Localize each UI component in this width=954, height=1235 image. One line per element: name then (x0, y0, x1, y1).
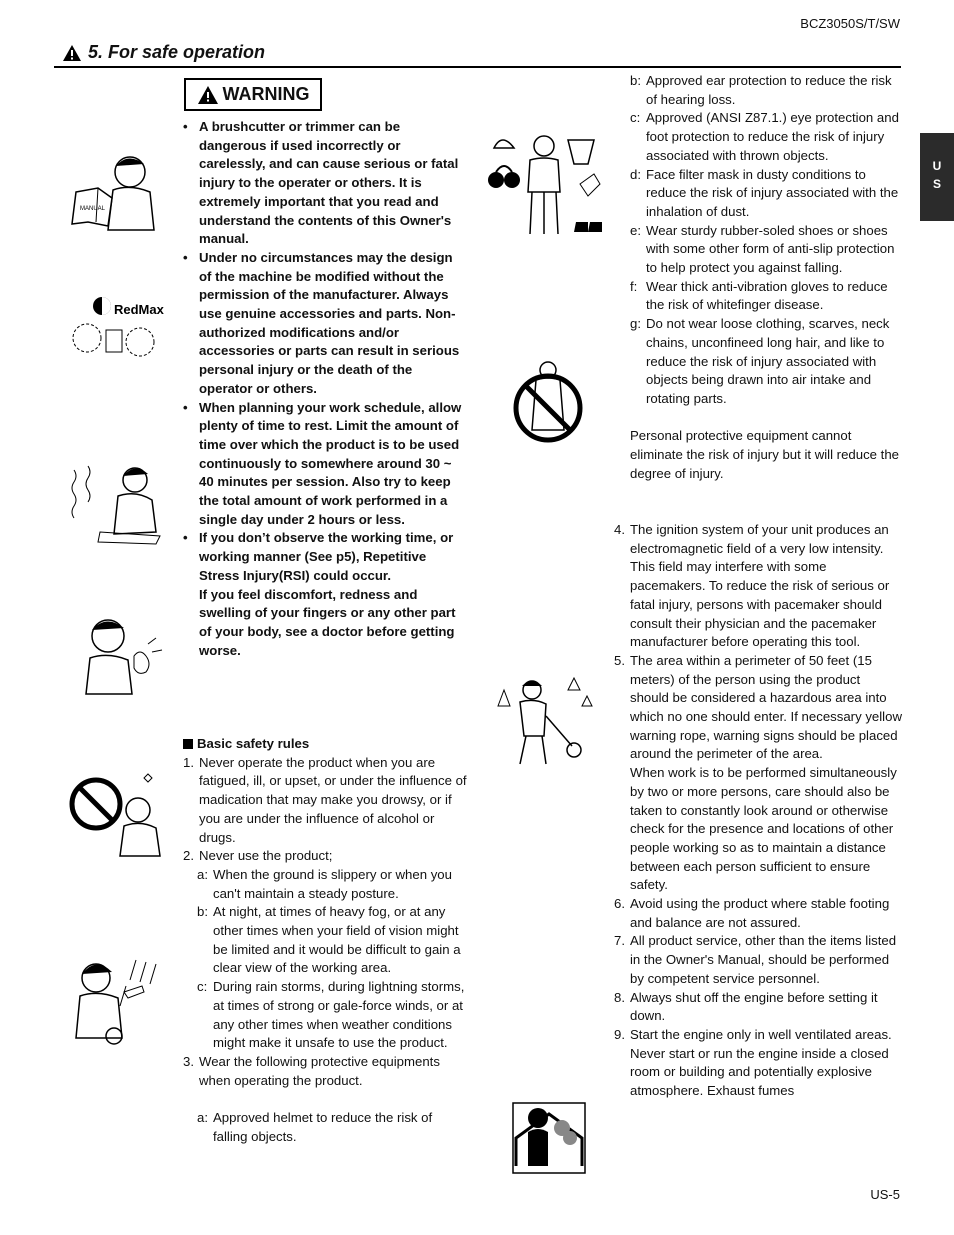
subitem-text: Approved ear protection to reduce the risk of hearing loss. (646, 73, 892, 107)
subitem-text: Approved (ANSI Z87.1.) eye protection and foot protection to reduce the risk of injury associated with thrown objects. (646, 110, 899, 163)
rule-text: Never use the product; (199, 848, 333, 864)
subitem-letter: c: (197, 979, 208, 995)
lang-tab-letter: S (932, 177, 941, 191)
rule-item (614, 1026, 902, 1101)
subitem-text: When the ground is slippery or when you can't maintain a steady posture. (213, 866, 452, 901)
no-impaired-operation-illustration (68, 768, 168, 858)
rule-subitem (197, 1109, 468, 1146)
finger-pain-illustration (76, 612, 166, 697)
language-tab (920, 133, 954, 221)
square-bullet-icon (183, 739, 193, 749)
rule-number: 2. (183, 848, 194, 864)
model-number: BCZ3050S/T/SW (800, 16, 900, 31)
lang-tab-letter: U (932, 159, 942, 173)
warning-box (184, 78, 322, 111)
rule-item (183, 1053, 468, 1090)
subitem-letter: e: (630, 222, 641, 238)
rule-number: 4. (614, 522, 625, 537)
rule-text: Avoid using the product where stable footing and balance are not assured. (630, 896, 890, 930)
rule-number: 8. (614, 989, 625, 1005)
rule-subitem (197, 903, 468, 978)
rule-number: 9. (614, 1026, 625, 1042)
reading-manual-illustration (68, 150, 168, 235)
rule-item (614, 895, 902, 932)
warning-triangle-icon (197, 85, 219, 105)
section-title (62, 42, 265, 63)
rule-text: Always shut off the engine before setting it down. (630, 989, 878, 1024)
subitem-letter: c: (630, 110, 641, 126)
rule-extra-text: When work is to be performed simultaneously by two or more persons, care should also be taken to constantly look around or otherwise check for the presence and locations of other people working so as to maintain a distance between each person sufficient to ensure safety. (630, 765, 897, 893)
rule-number: 6. (614, 896, 625, 912)
subitem-letter: a: (197, 1110, 208, 1126)
manual-book-text: MANUAL (80, 206, 106, 212)
redmax-logo-text: RedMax (114, 302, 164, 317)
subitem-text: Approved helmet to reduce the risk of falling objects. (213, 1110, 433, 1144)
basic-safety-rules (183, 735, 468, 1146)
numbered-rules-right (614, 521, 902, 1101)
no-loose-clothing-illustration (508, 360, 588, 445)
subitem-text: During rain storms, during lightning storms, at times of strong or gale-force winds, or at any other times when weather conditions might make it unsafe to use the product. (213, 979, 465, 1051)
equipment-item (630, 72, 902, 109)
section-divider (54, 66, 901, 68)
rule-item (614, 989, 902, 1026)
ventilation-warning-icon (512, 1102, 586, 1174)
subitem-letter: d: (630, 166, 641, 182)
rule-text: Wear the following protective equipments when operating the product. (199, 1053, 440, 1088)
subitem-letter: g: (630, 316, 641, 332)
subitem-letter: b: (197, 904, 208, 920)
rule-text: The ignition system of your unit produces an electromagnetic field of a very low intensity. This field may interfere with some pacemakers. To reduce the risk of serious or fatal injury, persons with pacemaker should consult their physician and the pacemaker manufacturer before operating this tool. (630, 522, 890, 650)
subitem-text: Face filter mask in dusty conditions to reduce the risk of injury associated with the inhalation of dust. (646, 166, 899, 219)
rule-number: 5. (614, 652, 625, 668)
protective-equipment-list (630, 72, 902, 483)
rule-text: All product service, other than the items listed in the Owner's Manual, should be performed by competent service personnel. (630, 933, 897, 986)
rule-text: The area within a perimeter of 50 feet (15 meters) of the person using the product should be considered a hazardous area into which no one should enter. If necessary yellow warning rope, warning signs should be placed around the perimeter of the area. (630, 652, 902, 762)
rule-text: Never operate the product when you are fatigued, ill, or upset, or under the influence of madication that may make you drowsy, or if you are under the influence of alcohol or drugs. (199, 754, 467, 845)
resting-worker-illustration (70, 462, 165, 547)
rule-number: 1. (183, 754, 194, 770)
warning-bullet: • Under no circumstances may the design of the machine be modified without the permission of the manufacturer. Always use genuine accessories and parts. Non-authorized modifications and/or accessories or parts can result in serious personal injury or the death of the operator or others. (183, 249, 468, 399)
warning-bullet: • A brushcutter or trimmer can be dangerous if used incorrectly or carelessly, and can cause serious or fatal injury to the operater or others. It is extremely important that you read and understand the contents of this Owner's manual. (183, 118, 468, 249)
rule-subitem (197, 866, 468, 903)
warning-bullet: • When planning your work schedule, allow plenty of time to rest. Limit the amount of time over which the product is to be used continuously to somewhere around 30 ~ 40 minutes per session. Also try to keep the total amount of work performed in a single day under 2 hours or less. (183, 399, 468, 530)
hazard-perimeter-illustration (494, 676, 594, 771)
subitem-text: Do not wear loose clothing, scarves, neck chains, unconfineed long hair, and like to reduce the risk of injury associated with objects being drawn into air intake and rotating parts. (646, 316, 890, 406)
basic-rules-heading-text: Basic safety rules (197, 736, 310, 751)
equipment-item (630, 109, 902, 165)
rule-item (183, 754, 468, 848)
rule-item (614, 932, 902, 988)
warning-triangle-icon (62, 44, 82, 62)
page-number: US-5 (870, 1187, 900, 1202)
equipment-item (630, 166, 902, 222)
rule-number: 3. (183, 1053, 194, 1069)
equipment-item (630, 315, 902, 409)
protective-gear-illustration (484, 130, 609, 240)
bad-weather-illustration (66, 956, 166, 1046)
subitem-letter: a: (197, 866, 208, 882)
equipment-item (630, 222, 902, 278)
warning-label: WARNING (222, 84, 310, 104)
rule-item (614, 521, 902, 652)
genuine-parts-illustration (62, 290, 172, 370)
subitem-text: Wear thick anti-vibration gloves to reduce the risk of whitefinger disease. (646, 278, 888, 313)
equipment-item (630, 278, 902, 315)
rule-item (614, 652, 902, 895)
rule-number: 7. (614, 933, 625, 949)
warning-bullets (183, 118, 468, 660)
basic-rules-heading (183, 735, 468, 754)
ppe-note: Personal protective equipment cannot eliminate the risk of injury but it will reduce the degree of injury. (630, 428, 899, 481)
subitem-letter: f: (630, 278, 638, 294)
subitem-text: Wear sturdy rubber-soled shoes or shoes with some other form of anti-slip protection to help protect you against falling. (646, 222, 895, 276)
warning-bullet: • If you don’t observe the working time, or working manner (See p5), Repetitive Stress Injury(RSI) could occur. (183, 529, 468, 585)
section-title-text: 5. For safe operation (88, 42, 266, 62)
subitem-letter: b: (630, 73, 641, 88)
subitem-text: At night, at times of heavy fog, or at any other times when your field of vision might be limited and it would be difficult to gain a clear view of the working area. (213, 904, 461, 976)
warning-bullet-continuation: If you feel discomfort, redness and swelling of your fingers or any other part of your body, see a doctor before getting worse. (199, 586, 456, 658)
rule-text: Start the engine only in well ventilated areas. Never start or run the engine inside a closed room or building and potentially explosive atmosphere. Exhaust fumes (630, 1026, 892, 1099)
rule-item (183, 847, 468, 866)
rule-subitem (197, 978, 468, 1053)
